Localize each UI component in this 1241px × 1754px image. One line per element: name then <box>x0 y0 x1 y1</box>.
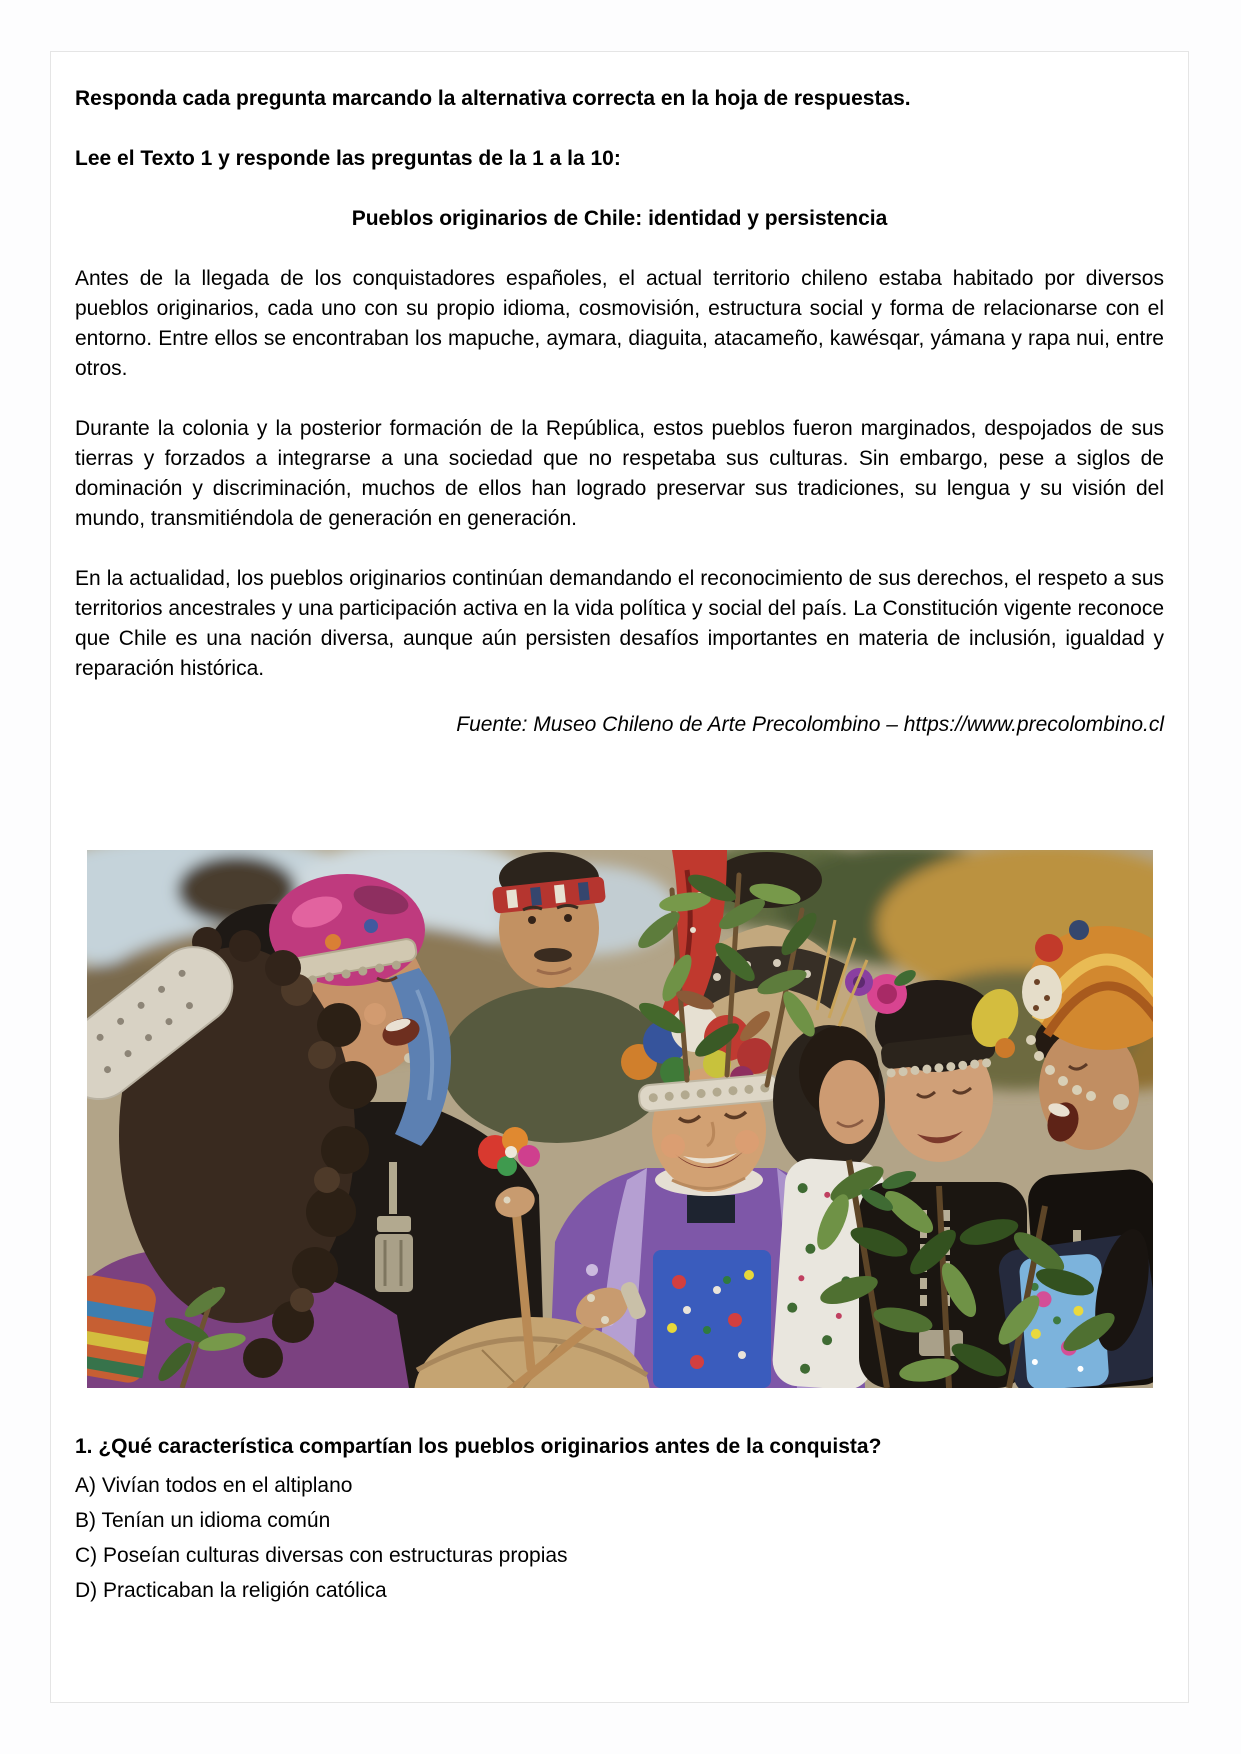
question-1-options <box>75 1468 1164 1608</box>
option-d: D) Practicaban la religión católica <box>75 1579 387 1602</box>
source-line: Fuente: Museo Chileno de Arte Precolombino – https://www.precolombino.cl <box>456 713 1164 736</box>
text-title: Pueblos originarios de Chile: identidad y persistencia <box>351 207 888 230</box>
text1-photo <box>87 850 1153 1388</box>
paragraph-2: Durante la colonia y la posterior formación de la República, estos pueblos fueron marginados, despojados de sus tierras y forzados a integrarse a una sociedad que no respetaba sus culturas. Sin embargo, pese a siglos de dominación y discriminación, muchos de ellos han logrado preservar sus tradiciones, su lengua y su visión del mundo, transmitiéndola de generación en generación. <box>75 417 1164 530</box>
question-1-text: 1. ¿Qué característica compartían los pueblos originarios antes de la conquista? <box>75 1435 882 1458</box>
paragraph-3: En la actualidad, los pueblos originarios continúan demandando el reconocimiento de sus derechos, el respeto a sus territorios ancestrales y una participación activa en la vida política y social del país. La Constitución vigente reconoce que Chile es una nación diversa, aunque aún persisten desafíos importantes en materia de inclusión, igualdad y reparación histórica. <box>75 567 1164 680</box>
paragraph-1: Antes de la llegada de los conquistadores españoles, el actual territorio chileno estaba habitado por diversos pueblos originarios, cada uno con su propio idioma, cosmovisión, estructura social y forma de relacionarse con el entorno. Entre ellos se encontraban los mapuche, aymara, diaguita, atacameño, kawésqar, yámana y rapa nui, entre otros. <box>75 267 1164 380</box>
instructions-text: Responda cada pregunta marcando la alternativa correcta en la hoja de respuestas. <box>75 87 911 110</box>
option-a: A) Vivían todos en el altiplano <box>75 1474 353 1497</box>
reading-prompt: Lee el Texto 1 y responde las preguntas de la 1 a la 10: <box>75 147 621 170</box>
option-c: C) Poseían culturas diversas con estructuras propias <box>75 1544 568 1567</box>
option-b: B) Tenían un idioma común <box>75 1509 331 1532</box>
document-page <box>50 51 1189 1703</box>
